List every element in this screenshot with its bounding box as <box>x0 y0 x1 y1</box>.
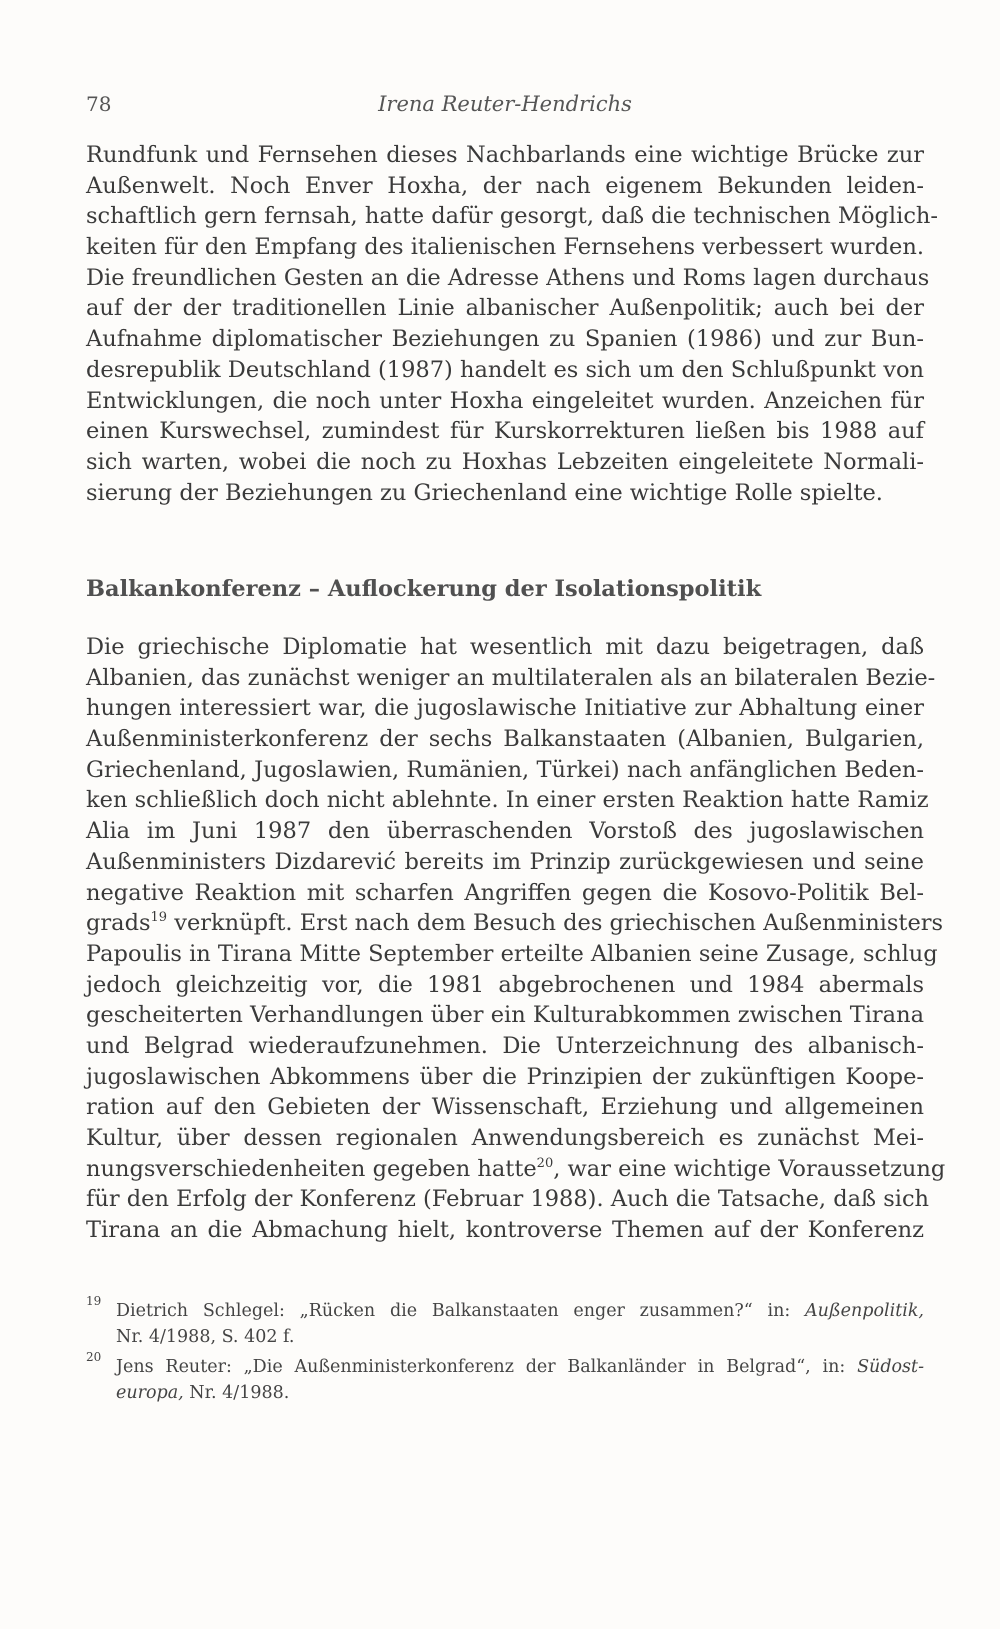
text-line: schaftlich gern fernsah, hatte dafür gesorgt, daß die technischen Möglich- <box>86 203 939 230</box>
text-line: Die freundlichen Gesten an die Adresse Athens und Roms lagen durchaus <box>86 264 930 291</box>
text-line: sich warten, wobei die noch zu Hoxhas Lebzeiten eingeleitete Normali- <box>86 448 924 475</box>
text-fragment: verknüpft. Erst nach dem Besuch des griechischen Außenministers <box>167 910 944 937</box>
footnote-text: Jens Reuter: „Die Außenministerkonferenz der Balkanländer in Belgrad“, in: <box>116 1357 858 1377</box>
text-line: auf der der traditionellen Linie albanischer Außenpolitik; auch bei der <box>86 295 924 322</box>
text-line: Außenministers Dizdarević bereits im Prinzip zurückgewiesen und seine <box>86 848 924 875</box>
text-line: Entwicklungen, die noch unter Hoxha eingeleitet wurden. Anzeichen für <box>86 387 924 414</box>
footnote-line: Nr. 4/1988, S. 402 f. <box>116 1327 295 1347</box>
text-line: gescheiterten Verhandlungen über ein Kulturabkommen zwischen Tirana <box>86 1002 924 1029</box>
text-line: jugoslawischen Abkommens über die Prinzipien der zukünftigen Koope- <box>86 1063 924 1090</box>
footnotes <box>86 1294 924 1406</box>
footnote-italic: Südost- <box>857 1357 924 1377</box>
paragraph-2 <box>86 632 946 1246</box>
footnote-italic: europa, <box>116 1383 184 1403</box>
text-line: hungen interessiert war, die jugoslawische Initiative zur Abhaltung einer <box>86 695 924 722</box>
running-title: Irena Reuter-Hendrichs <box>378 92 632 116</box>
text-line: einen Kurswechsel, zumindest für Kurskorrekturen ließen bis 1988 auf <box>86 418 924 445</box>
text-line: und Belgrad wiederaufzunehmen. Die Unterzeichnung des albanisch- <box>86 1032 924 1059</box>
text-line: für den Erfolg der Konferenz (Februar 1988). Auch die Tatsache, daß sich <box>86 1186 930 1213</box>
paragraph-1 <box>86 140 939 508</box>
text-fragment: grads <box>86 910 151 937</box>
footnote-ref-20[interactable]: 20 <box>536 1155 554 1171</box>
footnote-20 <box>86 1350 924 1406</box>
text-line <box>86 1154 946 1185</box>
footnote-text: Dietrich Schlegel: „Rücken die Balkanstaaten enger zusammen?“ in: <box>116 1301 806 1321</box>
text-line: Albanien, das zunächst weniger an multilateralen als an bilateralen Bezie- <box>86 664 936 691</box>
text-line: Alia im Juni 1987 den überraschenden Vorstoß des jugoslawischen <box>86 818 924 845</box>
text-line: ken schließlich doch nicht ablehnte. In einer ersten Reaktion hatte Ramiz <box>86 787 929 814</box>
text-line: sierung der Beziehungen zu Griechenland eine wichtige Rolle spielte. <box>86 479 883 506</box>
running-head <box>86 92 924 122</box>
text-line: Papoulis in Tirana Mitte September erteilte Albanien seine Zusage, schlug <box>86 940 938 967</box>
text-line: desrepublik Deutschland (1987) handelt es sich um den Schlußpunkt von <box>86 356 924 383</box>
footnote-19 <box>86 1294 924 1350</box>
text-line: Außenwelt. Noch Enver Hoxha, der nach eigenem Bekunden leiden- <box>86 172 924 199</box>
footnote-mark: 19 <box>86 1294 102 1308</box>
text-line: Aufnahme diplomatischer Beziehungen zu Spanien (1986) und zur Bun- <box>86 326 924 353</box>
text-line: Griechenland, Jugoslawien, Rumänien, Türkei) nach anfänglichen Beden- <box>86 756 924 783</box>
section-heading: Balkankonferenz – Auflockerung der Isolationspolitik <box>86 576 762 602</box>
footnote-ref-19[interactable]: 19 <box>150 910 168 926</box>
text-line: ration auf den Gebieten der Wissenschaft, Erziehung und allgemeinen <box>86 1094 924 1121</box>
text-fragment: , war eine wichtige Voraussetzung <box>553 1155 946 1182</box>
footnote-italic: Außenpolitik, <box>805 1301 924 1321</box>
text-line: Rundfunk und Fernsehen dieses Nachbarlands eine wichtige Brücke zur <box>86 142 924 168</box>
text-line: negative Reaktion mit scharfen Angriffen gegen die Kosovo-Politik Bel- <box>86 879 924 906</box>
footnote-line <box>116 1298 924 1324</box>
footnote-line <box>116 1380 924 1406</box>
text-fragment: nungsverschiedenheiten gegeben hatte <box>86 1155 537 1182</box>
text-line: Kultur, über dessen regionalen Anwendungsbereich es zunächst Mei- <box>86 1125 924 1151</box>
text-line: Die griechische Diplomatie hat wesentlich mit dazu beigetragen, daß <box>86 634 924 660</box>
text-line: jedoch gleichzeitig vor, die 1981 abgebrochenen und 1984 abermals <box>86 971 924 998</box>
footnote-mark: 20 <box>86 1350 102 1364</box>
text-line: Tirana an die Abmachung hielt, kontroverse Themen auf der Konferenz <box>86 1217 924 1244</box>
text-line: keiten für den Empfang des italienischen Fernsehens verbessert wurden. <box>86 234 924 261</box>
text-line <box>86 908 944 939</box>
page-number: 78 <box>86 92 112 116</box>
text-line: Außenministerkonferenz der sechs Balkanstaaten (Albanien, Bulgarien, <box>86 726 924 753</box>
footnote-text: Nr. 4/1988. <box>183 1383 290 1403</box>
footnote-line <box>116 1354 924 1380</box>
